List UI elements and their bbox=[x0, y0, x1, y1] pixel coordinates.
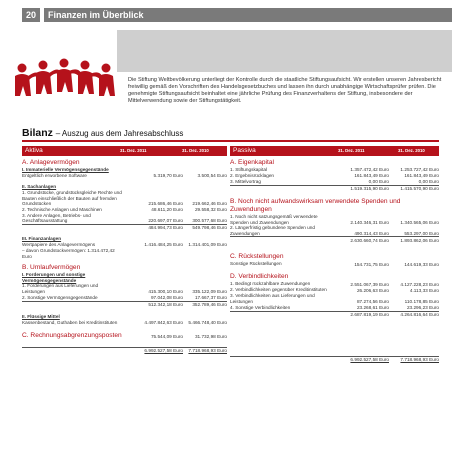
table-row bbox=[22, 295, 227, 302]
row-value-2010: 29.558,32 Euro bbox=[194, 207, 227, 213]
row-value-2010: 1.340.565,06 Euro bbox=[400, 219, 439, 225]
row-value-2010: 17.667,37 Euro bbox=[194, 294, 227, 300]
people-chain-logo-icon bbox=[12, 56, 116, 106]
table-row bbox=[22, 213, 227, 225]
title-divider bbox=[22, 140, 439, 142]
subtotal-row bbox=[230, 237, 439, 243]
table-row bbox=[22, 320, 227, 326]
row-label: 4. Sonstige Verbindlichkeiten bbox=[230, 304, 291, 310]
row-label: Sonstige Rückstellungen bbox=[230, 261, 282, 267]
row-label: 1. Bedingt rückzahlbare Zuwendungen bbox=[230, 281, 311, 287]
table-row bbox=[230, 179, 439, 186]
subtotal-2010: 1.415.570,90 Euro bbox=[400, 186, 439, 192]
row-label: 2. Längerfristig gebundene Spenden und Zuwendungen bbox=[230, 225, 315, 236]
row-label: Entgeltlich erworbene Software bbox=[22, 173, 87, 178]
row-label: 3. Verbindlichkeiten aus Lieferungen und Leistungen bbox=[230, 293, 315, 304]
row-value-2011: 0,00 Euro bbox=[368, 179, 389, 185]
total-2011: 6.992.527,58 Euro bbox=[350, 356, 389, 362]
header-panel bbox=[117, 30, 452, 72]
row-value-2010: 3.500,54 Euro bbox=[197, 173, 227, 179]
subtotal-2010: 4.264.816,64 Euro bbox=[400, 311, 439, 317]
row-label: Wertpapiere des Anlagevermögens bbox=[22, 241, 96, 247]
balance-title-sub: – Auszug aus dem Jahresabschluss bbox=[55, 129, 184, 138]
row-value-2010: 553.297,00 Euro bbox=[404, 230, 439, 236]
row-value-2011: 75.544,09 Euro bbox=[150, 333, 183, 339]
row-value-2010: 300.577,68 Euro bbox=[192, 218, 227, 224]
row-value-2011: 4.497.842,63 Euro bbox=[144, 319, 183, 325]
row-value-2010: 23.296,23 Euro bbox=[406, 304, 439, 310]
row-label: 1. Stiftungskapital bbox=[230, 167, 268, 172]
row-value-2011: 1.357.472,42 Euro bbox=[350, 167, 389, 173]
table-row bbox=[22, 190, 227, 207]
table-row bbox=[22, 173, 227, 179]
subtotal-row bbox=[230, 186, 439, 192]
passiva-label: Passiva bbox=[233, 147, 256, 154]
aktiva-a3-note: – davon Grundstockvermögen: 1.314.472,42 Euro bbox=[22, 247, 115, 259]
row-label: Kassenbestand, Guthaben bei Kreditinstituten bbox=[22, 319, 118, 325]
row-value-2011: 415.300,10 Euro bbox=[148, 288, 183, 294]
intro-text: Die Stiftung Weltbevölkerung unterliegt der Kontrolle durch die staatliche Stiftungsaufsicht. Wir erstellen unseren Jahresbericht freiwillig gemäß den Vorschriften des Handelsgesetzbuches und lassen ihn durch unabhängige Wirtschaftsprüfer prüfen. Die genehmigte Stiftungsaufsicht beinhaltet eine jährliche Prüfung des Finanzverhaltens der Stiftung, insbesondere der Mittelverwendung sowie der Stiftungstätigkeit. bbox=[128, 77, 442, 104]
subtotal-2010: 1.893.862,06 Euro bbox=[400, 237, 439, 243]
aktiva-label: Aktiva bbox=[25, 147, 43, 154]
page-header bbox=[0, 8, 452, 22]
aktiva-b-heading: B. Umlaufvermögen bbox=[22, 264, 81, 272]
row-value-2010: 335.122,09 Euro bbox=[192, 288, 227, 294]
aktiva-date-2011: 31. Dez. 2011 bbox=[120, 148, 147, 153]
subtotal-2011: 512.342,18 Euro bbox=[148, 301, 183, 307]
passiva-column bbox=[230, 146, 439, 363]
row-label: 3. Mittelvortrag bbox=[230, 179, 261, 184]
passiva-a-heading: A. Eigenkapital bbox=[230, 159, 274, 166]
table-row bbox=[230, 225, 439, 237]
aktiva-a-heading: A. Anlagevermögen bbox=[22, 159, 80, 166]
row-value-2010: 4.113,33 Euro bbox=[409, 287, 439, 293]
subtotal-2011: 2.687.819,19 Euro bbox=[350, 311, 389, 317]
table-row bbox=[22, 283, 227, 294]
total-2010: 7.718.968,93 Euro bbox=[188, 347, 227, 353]
row-label: 2. Ergebnisrücklagen bbox=[230, 173, 275, 178]
total-2010: 7.718.968,93 Euro bbox=[400, 356, 439, 362]
passiva-header-bar bbox=[230, 146, 439, 156]
row-value-2011: 97.042,08 Euro bbox=[150, 294, 183, 300]
table-row bbox=[230, 293, 439, 304]
subtotal-row bbox=[22, 302, 227, 308]
row-value-2011: 220.697,07 Euro bbox=[148, 218, 183, 224]
passiva-c-heading: C. Rückstellungen bbox=[230, 253, 284, 261]
row-value-2010: 110.178,85 Euro bbox=[404, 298, 439, 304]
aktiva-header-bar bbox=[22, 146, 227, 156]
passiva-date-2011: 31. Dez. 2011 bbox=[338, 148, 365, 153]
aktiva-a1-title: I. Immaterielle Vermögensgegenstände bbox=[22, 167, 109, 172]
row-label: 1. Grundstücke, grundstücksgleiche Rechte und Bauten einschließlich der Bauten auf fremden Grundstücken bbox=[22, 190, 122, 207]
row-value-2011: 2.551.067,39 Euro bbox=[350, 281, 389, 287]
row-value-2010: 219.662,46 Euro bbox=[192, 201, 227, 207]
table-row bbox=[230, 261, 439, 267]
subtotal-2011: 1.519.315,90 Euro bbox=[350, 186, 389, 192]
aktiva-b1-title: I. Forderungen und sonstige Vermögensgegenstände bbox=[22, 272, 86, 283]
row-value-2011: 48.611,20 Euro bbox=[151, 207, 183, 213]
row-value-2011: 26.206,63 Euro bbox=[356, 287, 389, 293]
aktiva-c-heading: C. Rechnungsabgrenzungsposten bbox=[22, 331, 122, 339]
row-value-2010: 31.732,98 Euro bbox=[194, 333, 227, 339]
row-value-2011: 23.268,61 Euro bbox=[356, 304, 389, 310]
row-label: 1. Forderungen aus Lieferungen und Leistungen bbox=[22, 283, 99, 294]
balance-title-main: Bilanz bbox=[22, 127, 53, 139]
subtotal-row bbox=[230, 312, 439, 318]
row-value-2010: 161.843,49 Euro bbox=[404, 173, 439, 179]
row-value-2011: 2.140.346,31 Euro bbox=[350, 219, 389, 225]
subtotal-2010: 352.789,46 Euro bbox=[192, 301, 227, 307]
row-value-2010: 144.619,33 Euro bbox=[404, 261, 439, 267]
row-value-2011: 87.274,56 Euro bbox=[356, 298, 389, 304]
page-number: 20 bbox=[22, 8, 40, 22]
aktiva-date-2010: 31. Dez. 2010 bbox=[182, 148, 209, 153]
balance-title bbox=[22, 127, 183, 139]
row-value-2011: 215.686,46 Euro bbox=[148, 201, 183, 207]
total-row bbox=[230, 356, 439, 363]
subtotal-2010: 549.798,46 Euro bbox=[192, 225, 227, 231]
passiva-d-heading: D. Verbindlichkeiten bbox=[230, 273, 289, 281]
row-value-2010: 1.253.727,42 Euro bbox=[400, 167, 439, 173]
aktiva-a3-title: III. Finanzanlagen bbox=[22, 235, 62, 241]
passiva-b-heading: B. Noch nicht aufwandswirksam verwendete Spenden und Zuwendungen bbox=[230, 198, 401, 213]
row-value-2010: 5.466.748,40 Euro bbox=[188, 319, 227, 325]
row-label: 2. Sonstige Vermögensgegenstände bbox=[22, 294, 98, 300]
row-value-2010: 0,00 Euro bbox=[418, 179, 439, 185]
table-row bbox=[230, 305, 439, 312]
subtotal-2011: 484.994,73 Euro bbox=[148, 225, 183, 231]
table-row bbox=[22, 332, 227, 340]
subtotal-2011: 2.630.660,74 Euro bbox=[350, 237, 389, 243]
subtotal-row bbox=[22, 225, 227, 231]
row-value-2011: 490.314,43 Euro bbox=[354, 230, 389, 236]
aktiva-column bbox=[22, 146, 227, 354]
aktiva-b2-title: II. Flüssige Mittel bbox=[22, 313, 60, 319]
row-value-2011: 161.843,49 Euro bbox=[354, 173, 389, 179]
row-label: 1. Noch nicht satzungsgemäß verwendete Spenden und Zuwendungen bbox=[230, 214, 318, 225]
row-value-2011: 1.416.484,25 Euro bbox=[144, 241, 183, 247]
aktiva-a2-title: II. Sachanlagen bbox=[22, 184, 57, 189]
row-label: 2. Verbindlichkeiten gegenüber Kreditinstituten bbox=[230, 287, 327, 293]
row-label: 2. Technische Anlagen und Maschinen bbox=[22, 206, 102, 212]
row-label: 3. Andere Anlagen, Betriebs- und Geschäftsausstattung bbox=[22, 212, 91, 224]
total-row bbox=[22, 347, 227, 354]
section-title: Finanzen im Überblick bbox=[44, 8, 452, 22]
row-value-2011: 154.731,75 Euro bbox=[354, 261, 389, 267]
table-row bbox=[230, 214, 439, 225]
passiva-date-2010: 31. Dez. 2010 bbox=[398, 148, 425, 153]
row-value-2010: 1.314.401,09 Euro bbox=[188, 241, 227, 247]
row-value-2010: 4.127.228,23 Euro bbox=[400, 281, 439, 287]
total-2011: 6.992.527,58 Euro bbox=[144, 347, 183, 353]
row-value-2011: 5.319,70 Euro bbox=[153, 173, 183, 179]
